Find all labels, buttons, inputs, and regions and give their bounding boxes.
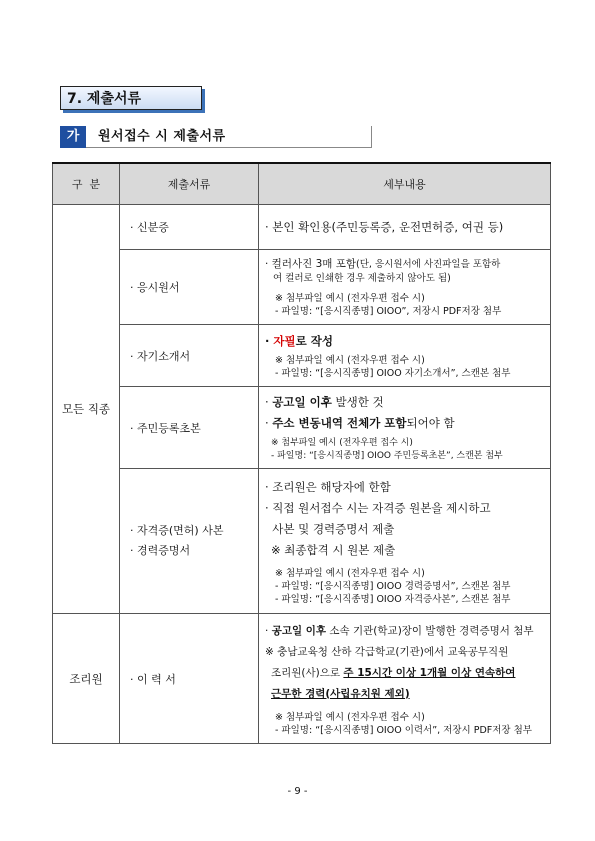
doc-resume: · 이 력 서: [120, 614, 259, 744]
detail-line: 여 컬러로 인쇄한 경우 제출하지 않아도 됨): [273, 273, 451, 284]
detail-line: ※ 충남교육청 산하 각급학교(기관)에서 교육공무직원: [265, 645, 509, 658]
table-row: [53, 325, 551, 387]
detail-line: ·: [265, 416, 273, 430]
detail-resume: [259, 614, 551, 744]
detail-line: ※ 최종합격 시 원본 제출: [271, 542, 396, 557]
group-cook: 조리원: [53, 614, 120, 744]
detail-line: (단, 응시원서에 사진파일을 포함하: [356, 259, 501, 270]
detail-self-intro: [259, 325, 551, 387]
detail-line: · 컬러사진 3매 포함: [265, 258, 357, 270]
attachment-note: ※ 첨부파일 예시 (전자우편 접수 시): [271, 438, 413, 448]
detail-line: 되어야 함: [406, 416, 455, 430]
attachment-filename: - 파일명: “[응시직종명] OIOO 자격증사본”, 스캔본 첨부: [275, 593, 511, 605]
table-row: [53, 205, 551, 250]
attachment-filename: - 파일명: “[응시직종명] OIOO 경력증명서”, 스캔본 첨부: [275, 580, 511, 592]
bold-underlined-text: 근무한 경력(사립유치원 제외): [271, 687, 410, 700]
detail-line: 발생한 것: [331, 395, 384, 409]
attachment-filename: - 파일명: “[응시직종명] OIOO 이력서”, 저장시 PDF저장 첨부: [275, 724, 532, 736]
group-all-jobs: 모든 직종: [53, 205, 120, 614]
detail-application: [259, 250, 551, 325]
section-title: 7. 제출서류: [60, 86, 202, 110]
bold-text: 주소 변동내역 전체가 포함: [272, 416, 407, 430]
attachment-filename: - 파일명: “[응시직종명] OIOO 주민등록초본”, 스캔본 첨부: [271, 451, 503, 461]
doc-license: · 자격증(면허) 사본: [130, 524, 224, 537]
header-documents: 제출서류: [120, 163, 259, 205]
subsection-text: 원서접수 시 제출서류: [98, 129, 226, 144]
attachment-note: ※ 첨부파일 예시 (전자우편 접수 시): [275, 567, 425, 579]
detail-line: · 직접 원서접수 시는 자격증 원본을 제시하고: [265, 500, 491, 515]
detail-line: · 본인 확인용(주민등록증, 운전면허증, 여권 등): [265, 219, 504, 234]
detail-line: 사본 및 경력증명서 제출: [265, 521, 395, 536]
detail-line: ·: [265, 395, 273, 409]
detail-line: 소속 기관(학교)장이 발행한 경력증명서 첨부: [326, 624, 534, 637]
detail-line: · 조리원은 해당자에 한함: [265, 479, 391, 494]
detail-line: 조리원(사)으로: [271, 666, 344, 679]
doc-application: · 응시원서: [120, 250, 259, 325]
page-number: - 9 -: [287, 786, 308, 797]
documents-table: [52, 162, 551, 744]
bold-text: 공고일 이후: [272, 395, 332, 409]
attachment-filename: - 파일명: “[응시직종명] OIOO”, 저장시 PDF저장 첨부: [275, 306, 502, 317]
doc-id-card: · 신분증: [120, 205, 259, 250]
doc-self-intro: · 자기소개서: [120, 325, 259, 387]
detail-line: ·: [265, 624, 272, 637]
detail-resident-abstract: [259, 387, 551, 469]
subsection-title: [60, 126, 372, 148]
header-details: 세부내용: [259, 163, 551, 205]
detail-line: 로 작성: [295, 334, 333, 348]
attachment-filename: - 파일명: “[응시직종명] OIOO 자기소개서”, 스캔본 첨부: [275, 368, 511, 379]
header-category: 구 분: [53, 163, 120, 205]
attachment-note: ※ 첨부파일 예시 (전자우편 접수 시): [275, 355, 425, 366]
highlight-text: 자필: [273, 334, 296, 348]
detail-id-card: [259, 205, 551, 250]
doc-resident-abstract: · 주민등록초본: [120, 387, 259, 469]
table-row: [53, 250, 551, 325]
table-row: [53, 469, 551, 614]
detail-license-career: [259, 469, 551, 614]
subsection-badge: 가: [60, 126, 86, 148]
attachment-note: ※ 첨부파일 예시 (전자우편 접수 시): [275, 293, 425, 304]
doc-license-career: [120, 469, 259, 614]
bold-text: 공고일 이후: [271, 624, 327, 637]
attachment-note: ※ 첨부파일 예시 (전자우편 접수 시): [275, 711, 425, 723]
doc-career-cert: · 경력증명서: [130, 544, 191, 557]
table-row: [53, 614, 551, 744]
table-row: [53, 387, 551, 469]
table-header-row: [53, 163, 551, 205]
bold-underlined-text: 주 15시간 이상 1개월 이상 연속하여: [343, 666, 516, 679]
detail-line: ·: [265, 334, 274, 348]
